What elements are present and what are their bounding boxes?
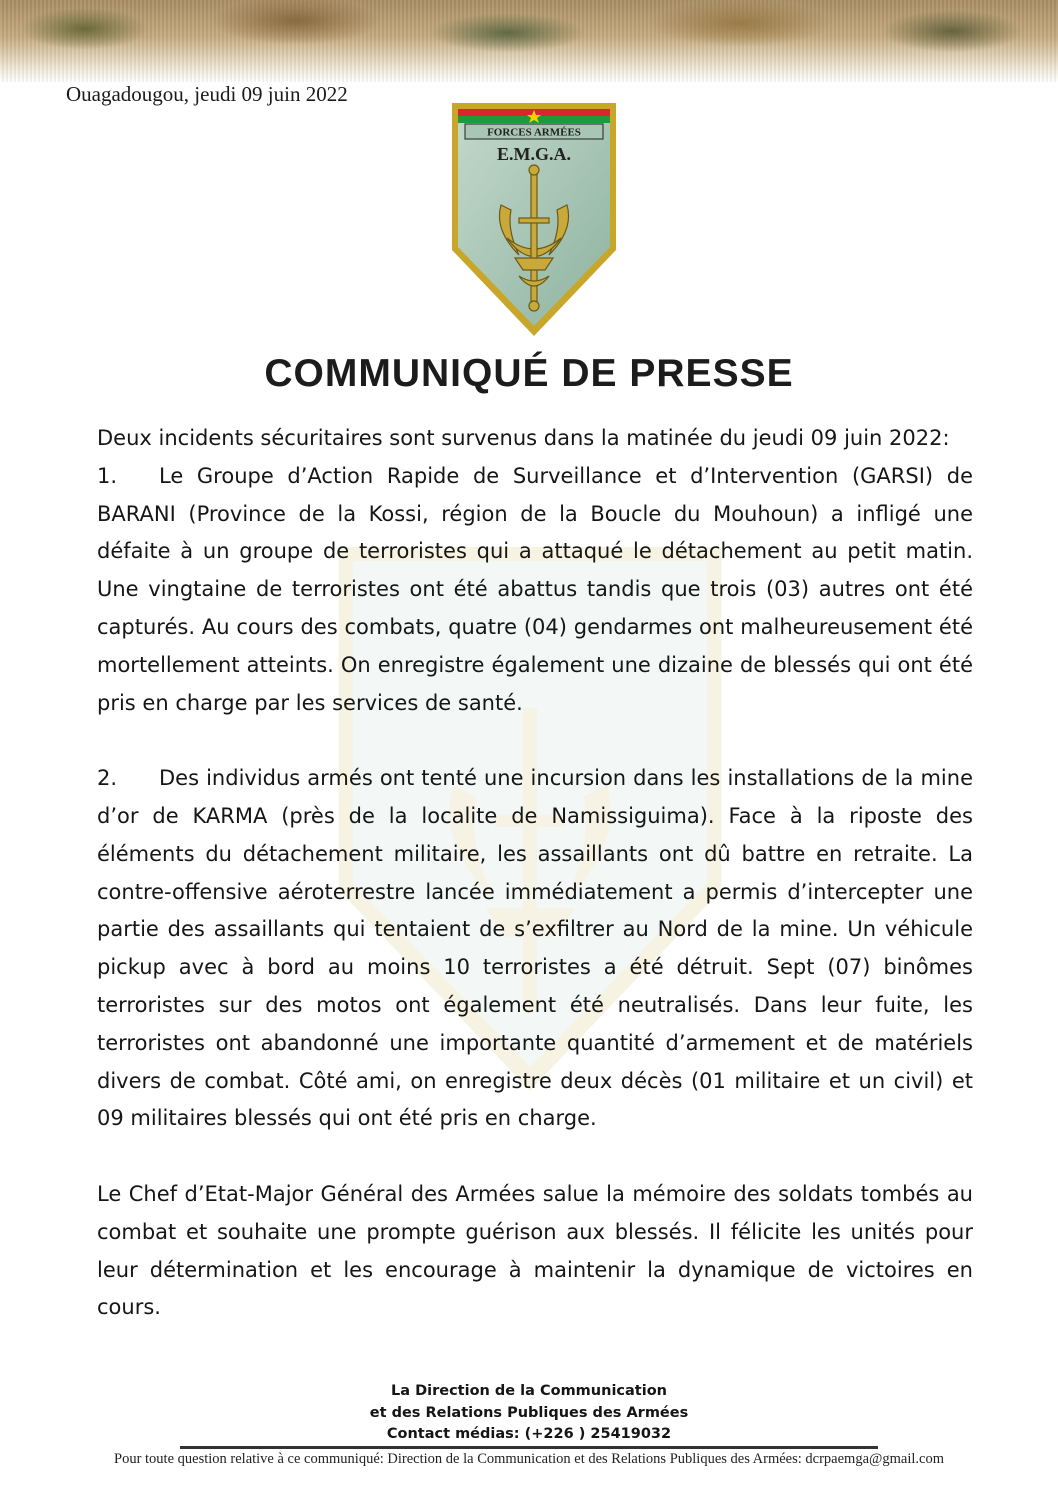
- emga-shield-emblem: [449, 100, 619, 340]
- item-1: [97, 458, 973, 723]
- page-title: COMMUNIQUÉ DE PRESSE: [264, 352, 794, 395]
- emblem-acronym: E.M.G.A.: [497, 144, 571, 164]
- closing-paragraph: Le Chef d’Etat-Major Général des Armées salue la mémoire des soldats tombés au combat et souhaite une prompte guérison aux blessés. Il félicite les unités pour leur détermination et les encourage à maintenir la dynamique de victoires en cours.: [97, 1181, 973, 1320]
- footer-divider: [180, 1446, 878, 1449]
- signature-line-2: et des Relations Publiques des Armées: [369, 1404, 689, 1421]
- footer-note: Pour toute question relative à ce communiqué: Direction de la Communication et des Relations Publiques des Armées: dcrpaemga@gmail.com: [114, 1451, 944, 1467]
- signature-contact: Contact médias: (+226 ) 25419032: [386, 1426, 672, 1442]
- item-2-number: 2.: [97, 766, 118, 791]
- item-1-text: Le Groupe d’Action Rapide de Surveillance et d’Intervention (GARSI) de BARANI (Province de la Kossi, région de la Boucle du Mouhoun) a infligé une défaite à un groupe de terroristes qui a attaqué le détachement au petit matin. Une vingtaine de terroristes ont été abattus tandis que trois (03) autres ont été capturés. Au cours des combats, quatre (04) gendarmes ont malheureusement été mortellement atteints. On enregistre également une dizaine de blessés qui ont été pris en charge par les services de santé.: [97, 463, 973, 715]
- press-release-body: [97, 420, 973, 1327]
- camouflage-header-band: [0, 0, 1058, 82]
- signature-line-1: La Direction de la Communication: [391, 1383, 667, 1399]
- intro-paragraph: Deux incidents sécuritaires sont survenus dans la matinée du jeudi 09 juin 2022:: [97, 426, 950, 450]
- item-2-text: Des individus armés ont tenté une incursion dans les installations de la mine d’or de KARMA (près de la localite de Namissiguima). Face à la riposte des éléments du détachement militaire, les assaillants ont dû battre en retraite. La contre-offensive aéroterrestre lancée immédiatement a permis d’intercepter une partie des assaillants qui tentaient de s’exfiltrer au Nord de la mine. Un véhicule pickup avec à bord au moins 10 terroristes a été détruit. Sept (07) binômes terroristes sur des motos ont également été neutralisés. Dans leur fuite, les terroristes ont abandonné une importante quantité d’armement et de matériels divers de combat. Côté ami, on enregistre deux décès (01 militaire et un civil) et 09 militaires blessés qui ont été pris en charge.: [97, 766, 973, 1131]
- item-2: [97, 760, 973, 1138]
- signature-block: [0, 1381, 1058, 1446]
- date-line: Ouagadougou, jeudi 09 juin 2022: [66, 82, 348, 106]
- emblem-forces-armees: FORCES ARMÉES: [487, 126, 581, 139]
- item-1-number: 1.: [97, 463, 118, 488]
